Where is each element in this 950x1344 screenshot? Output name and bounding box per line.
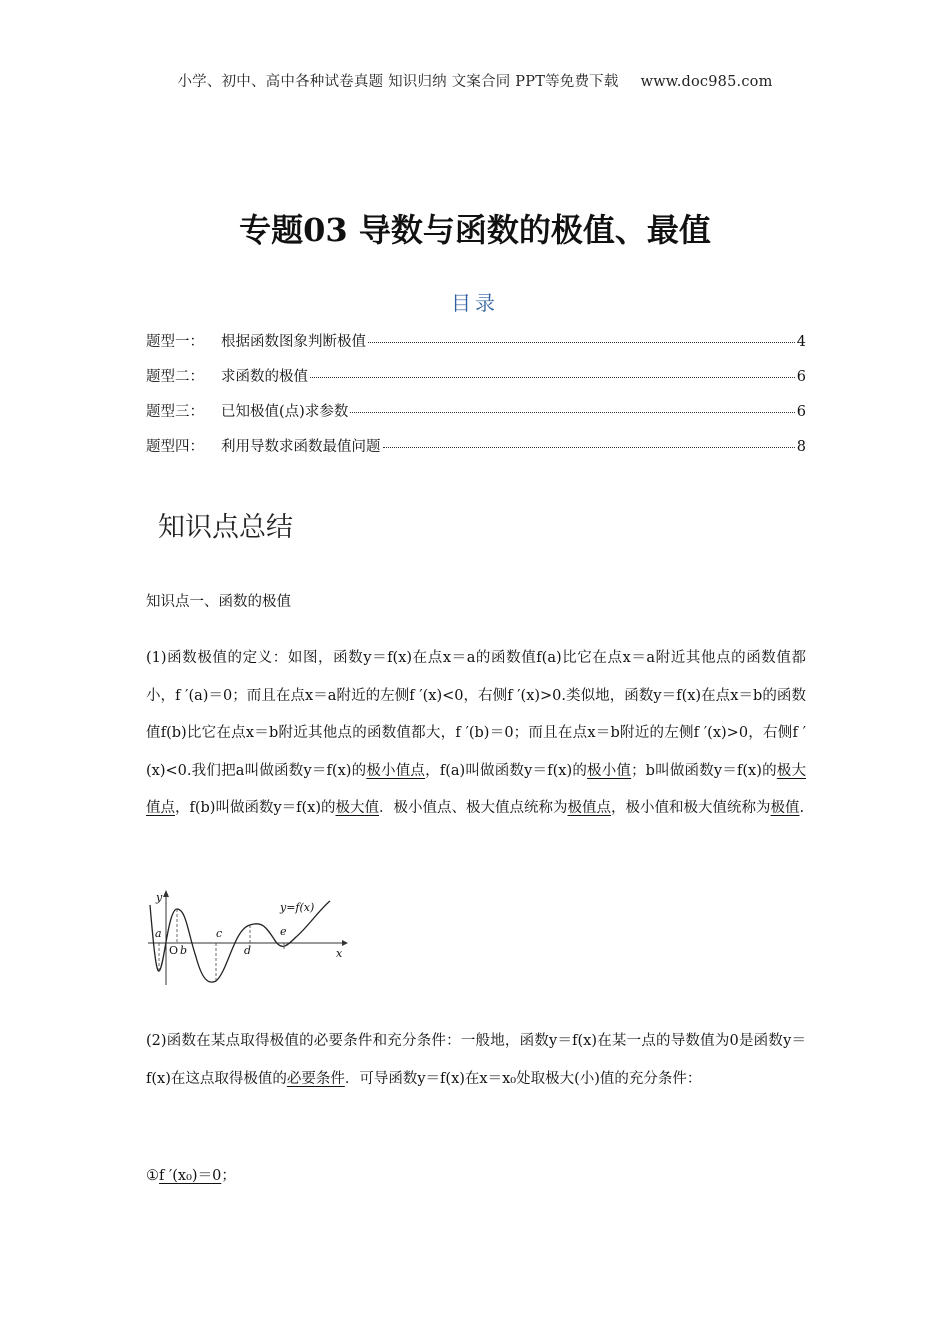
text-run: ，f(b)叫做函数y＝f(x)的 [175, 800, 336, 816]
toc-leader [383, 447, 795, 448]
text-run: . [799, 800, 805, 816]
definition-paragraph [146, 640, 806, 828]
toc-item[interactable] [146, 400, 806, 435]
knowledge-point-heading: 知识点一、函数的极值 [146, 594, 291, 610]
table-of-contents [146, 330, 806, 470]
toc-item-page: 8 [796, 439, 806, 455]
toc-item-page: 6 [796, 404, 806, 420]
term-max-point: 极大值点 [146, 762, 806, 816]
text-run: ．可导函数y＝f(x)在x＝x₀处取极大(小)值的充分条件： [344, 1070, 702, 1087]
x-axis-arrow [342, 940, 348, 946]
condition-paragraph [146, 1023, 806, 1098]
toc-leader [310, 377, 795, 378]
term-extreme-value: 极值 [770, 800, 800, 816]
toc-item-page: 6 [796, 369, 806, 385]
toc-item-label: 题型二： [146, 369, 204, 385]
header-text: 小学、初中、高中各种试卷真题 知识归纳 文案合同 PPT等免费下载 [177, 74, 619, 90]
point-label: c [216, 927, 223, 940]
header-site-link[interactable]: www.doc985.com [640, 74, 773, 90]
toc-leader [368, 342, 795, 343]
toc-title: 目录 [451, 291, 499, 315]
text-run: (1)函数极值的定义：如图，函数y＝f(x)在点x＝a的函数值f(a)比它在点x＝a附近其他点的函数值都小，f ′(a)＝0；而且在点x＝a附近的左侧f ′(x)<0，右侧f ′(x)>0.类似地，函数y＝f(x)在点x＝b的函数值f(b)比它在点x＝b附近其他点的函数值都大，f ′(b)＝0；而且在点x＝b附近的左侧f ′(x)>0，右侧f ′(x)<0.我们把a叫做函数y＝f(x)的 [146, 650, 806, 779]
term-necessary-condition: 必要条件 [286, 1070, 345, 1087]
text-run: ．极小值点、极大值点统称为 [379, 800, 568, 816]
origin-label: O [169, 944, 179, 957]
condition-item-1 [146, 1158, 806, 1196]
text-run: ； [221, 1168, 236, 1184]
toc-item-page: 4 [796, 334, 806, 350]
point-label: b [180, 944, 188, 957]
term-max-value: 极大值 [335, 800, 380, 816]
toc-item-text: 已知极值(点)求参数 [221, 404, 349, 420]
toc-item-text: 求函数的极值 [221, 369, 308, 385]
toc-item-text: 利用导数求函数最值问题 [221, 439, 381, 455]
text-run: (2)函数在某点取得极值的必要条件和充分条件：一般地，函数y＝f(x)在某一点的导数值为0是函数y＝f(x)在这点取得极值的 [146, 1033, 806, 1087]
section-title: 知识点总结 [158, 512, 293, 543]
y-axis-label: y [156, 891, 163, 904]
function-label: y=f(x) [280, 901, 315, 914]
toc-item-label: 题型三： [146, 404, 204, 420]
text-run: ，f(a)叫做函数y＝f(x)的 [425, 762, 588, 779]
point-label: e [280, 925, 287, 938]
toc-leader [350, 412, 794, 413]
term-min-point: 极小值点 [366, 762, 426, 779]
term-derivative-zero: f ′(x₀)＝0 [159, 1168, 222, 1184]
y-axis-arrow [163, 890, 169, 897]
point-label: d [244, 944, 252, 957]
document-title: 专题03 导数与函数的极值、最值 [239, 211, 711, 249]
page-header [0, 70, 950, 91]
toc-item[interactable] [146, 330, 806, 365]
toc-item-text: 根据函数图象判断极值 [221, 334, 366, 350]
item-marker: ① [146, 1168, 159, 1184]
text-run: ，极小值和极大值统称为 [611, 800, 771, 816]
point-label: a [155, 927, 162, 940]
term-extreme-point: 极值点 [567, 800, 612, 816]
toc-item-label: 题型一： [146, 334, 204, 350]
toc-item[interactable] [146, 365, 806, 400]
function-graph [144, 885, 349, 990]
term-min-value: 极小值 [587, 762, 632, 779]
toc-item-label: 题型四： [146, 439, 204, 455]
toc-item[interactable] [146, 435, 806, 470]
x-axis-label: x [336, 947, 343, 960]
text-run: ；b叫做函数y＝f(x)的 [631, 762, 777, 779]
